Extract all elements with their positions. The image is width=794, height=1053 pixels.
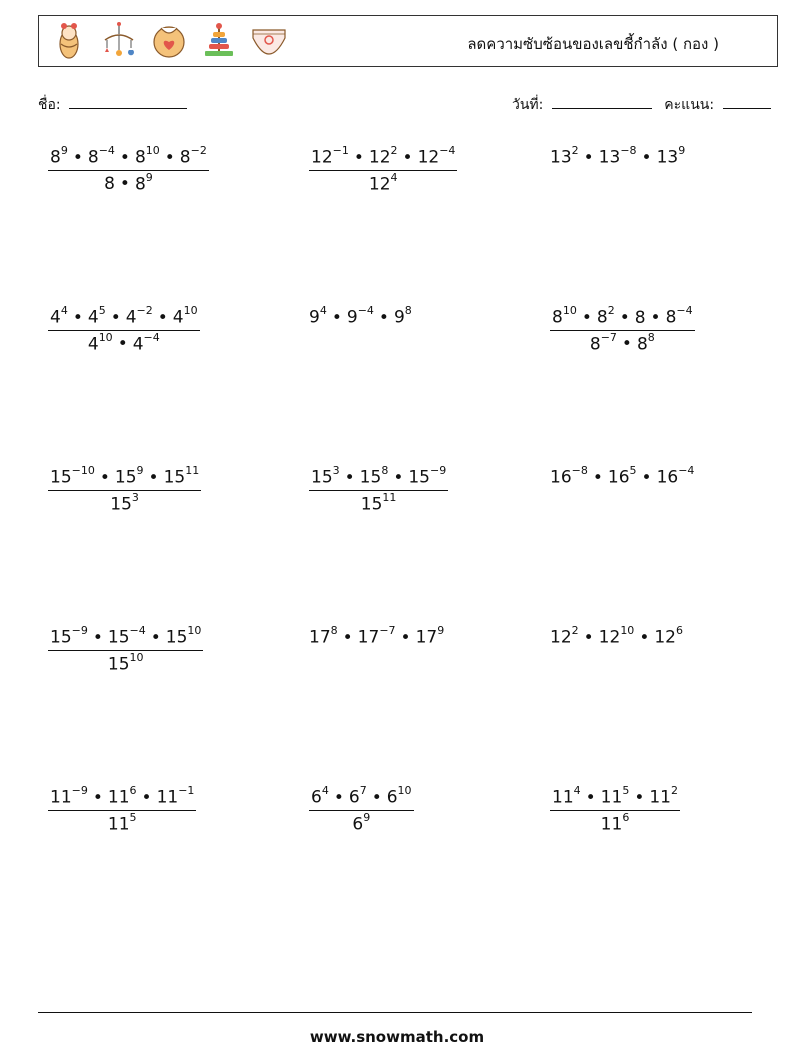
multiply-dot: •: [378, 307, 389, 328]
base: 13: [656, 147, 679, 168]
denominator: [48, 170, 209, 195]
exponent: 2: [607, 304, 615, 317]
power-term: [552, 786, 581, 808]
problem-14: [309, 786, 414, 834]
multiply-dot: •: [353, 147, 364, 168]
power-term: [134, 170, 153, 195]
numerator: [309, 786, 414, 810]
exponent: −4: [676, 304, 693, 317]
power-term: [649, 786, 678, 808]
power-term: [115, 466, 144, 488]
base: 16: [607, 467, 630, 488]
multiply-dot: •: [583, 627, 594, 648]
base: 8: [552, 307, 563, 328]
multiply-dot: •: [157, 307, 168, 328]
base: 4: [87, 334, 99, 355]
numerator: [48, 306, 200, 330]
base: 4: [125, 307, 137, 328]
base: 9: [346, 307, 358, 328]
power-term: [552, 306, 577, 328]
exponent: 4: [573, 784, 581, 797]
base: 12: [311, 147, 333, 168]
exponent: 3: [131, 490, 139, 504]
power-term: [368, 170, 398, 195]
power-term: [173, 306, 198, 328]
multiply-dot: •: [72, 307, 83, 328]
name-label: ชื่อ:: [38, 97, 61, 113]
base: 16: [656, 467, 679, 488]
problem-4: [48, 306, 200, 354]
multiply-dot: •: [371, 787, 382, 808]
base: 15: [50, 467, 72, 488]
denominator: [48, 330, 200, 355]
multiply-dot: •: [641, 467, 652, 488]
fraction: [48, 786, 196, 834]
base: 4: [172, 307, 184, 328]
problem-10: [48, 626, 203, 674]
exponent: −4: [678, 464, 695, 477]
numerator: [309, 146, 457, 170]
base: 12: [417, 147, 440, 168]
exponent: 4: [390, 170, 398, 184]
exponent: 10: [183, 304, 198, 317]
base: 11: [107, 814, 130, 835]
footer-divider: [38, 1012, 752, 1013]
base: 11: [600, 787, 623, 808]
numerator: [48, 466, 201, 490]
exponent: 2: [670, 784, 678, 797]
power-term: [418, 146, 456, 168]
multiply-dot: •: [400, 627, 411, 648]
exponent: −4: [143, 330, 160, 344]
base: 6: [352, 814, 364, 835]
multiply-dot: •: [581, 307, 592, 328]
base: 12: [368, 174, 391, 195]
multiply-dot: •: [592, 467, 603, 488]
expression: [550, 464, 695, 488]
power-term: [349, 786, 367, 808]
exponent: 8: [404, 304, 412, 317]
expression: [309, 304, 412, 328]
multiply-dot: •: [650, 307, 661, 328]
power-term: [369, 146, 398, 168]
score-blank: [723, 94, 771, 109]
numerator: [48, 626, 203, 650]
denominator: [309, 490, 448, 515]
expression: [309, 624, 445, 648]
exponent: 7: [359, 784, 367, 797]
problem-6: [550, 306, 695, 354]
problem-2: [309, 146, 457, 194]
power-term: [50, 786, 88, 808]
base: 6: [386, 787, 398, 808]
exponent: 8: [330, 624, 338, 637]
exponent: 2: [571, 624, 579, 637]
multiply-dot: •: [634, 787, 645, 808]
base: 11: [649, 787, 671, 808]
exponent: −8: [571, 464, 588, 477]
fraction: [48, 146, 209, 194]
fraction: [48, 626, 203, 674]
denominator: [550, 810, 680, 835]
exponent: −8: [620, 144, 637, 157]
problem-12: [550, 626, 683, 648]
base: 9: [393, 307, 405, 328]
exponent: 3: [332, 464, 340, 477]
exponent: 5: [129, 810, 137, 824]
base: 13: [550, 147, 572, 168]
exponent: 2: [571, 144, 579, 157]
base: 15: [107, 654, 130, 675]
power-term: [88, 306, 106, 328]
base: 15: [165, 627, 188, 648]
fraction: [48, 466, 201, 514]
problem-3: [550, 146, 685, 168]
denominator: [309, 170, 457, 195]
exponent: 10: [562, 304, 577, 317]
problem-5: [309, 306, 412, 328]
exponent: −10: [71, 464, 95, 477]
base: 9: [309, 307, 320, 328]
multiply-dot: •: [639, 627, 650, 648]
exponent: −4: [98, 144, 115, 157]
multiply-dot: •: [110, 307, 121, 328]
exponent: 4: [60, 304, 68, 317]
power-term: [416, 626, 445, 648]
base: 15: [311, 467, 333, 488]
footer-url: www.snowmath.com: [309, 1028, 485, 1046]
exponent: 4: [319, 304, 327, 317]
exponent: 10: [620, 624, 635, 637]
exponent: 8: [647, 330, 655, 344]
power-term: [550, 626, 579, 648]
fraction: [550, 306, 695, 354]
multiply-dot: •: [72, 147, 83, 168]
power-term: [309, 626, 338, 648]
base: 8: [134, 147, 146, 168]
power-term: [394, 306, 412, 328]
power-term: [657, 146, 686, 168]
problem-1: [48, 146, 209, 194]
power-term: [135, 146, 160, 168]
worksheet-title: ลดความซับซ้อนของเลขชี้กำลัง ( กอง ): [467, 35, 719, 53]
exponent: −1: [178, 784, 195, 797]
power-term: [599, 626, 635, 648]
exponent: −4: [439, 144, 456, 157]
base: 11: [156, 787, 179, 808]
exponent: 6: [622, 810, 630, 824]
base: 6: [311, 787, 322, 808]
baby-icon: [51, 20, 87, 60]
power-term: [50, 146, 68, 168]
multiply-dot: •: [119, 147, 130, 168]
exponent: 4: [321, 784, 329, 797]
power-term: [387, 786, 412, 808]
multiply-dot: •: [585, 787, 596, 808]
base: 8: [636, 334, 648, 355]
power-term: [126, 306, 153, 328]
power-term: [166, 626, 202, 648]
date-label: วันที่:: [512, 97, 544, 113]
numerator: [48, 146, 209, 170]
power-term: [311, 786, 329, 808]
multiply-dot: •: [331, 307, 342, 328]
multiply-dot: •: [402, 147, 413, 168]
power-term: [87, 330, 113, 355]
diaper-icon: [251, 20, 287, 60]
base: 17: [415, 627, 438, 648]
exponent: 9: [437, 624, 445, 637]
power-term: [88, 146, 115, 168]
power-term: [601, 786, 630, 808]
exponent: 2: [390, 144, 398, 157]
fraction: [309, 466, 448, 514]
power-term: [132, 330, 160, 355]
bib-icon: [151, 20, 187, 60]
fraction: [550, 786, 680, 834]
problem-9: [550, 466, 694, 488]
problem-15: [550, 786, 680, 834]
base: 8: [634, 307, 646, 328]
base: 11: [552, 787, 574, 808]
base: 15: [163, 467, 186, 488]
name-blank: [69, 94, 187, 109]
base: 8: [589, 334, 601, 355]
power-term: [597, 306, 615, 328]
numerator: [550, 786, 680, 810]
power-term: [50, 626, 88, 648]
power-term: [107, 650, 144, 675]
multiply-dot: •: [641, 147, 652, 168]
power-term: [50, 466, 95, 488]
base: 15: [50, 627, 72, 648]
base: 15: [110, 494, 132, 515]
power-term: [108, 626, 146, 648]
power-term: [657, 466, 695, 488]
base: 15: [107, 627, 130, 648]
name-field: [38, 94, 187, 116]
power-term: [157, 786, 195, 808]
multiply-dot: •: [99, 467, 110, 488]
base: 11: [50, 787, 72, 808]
stacking-rings-icon: [201, 20, 237, 60]
base: 12: [654, 627, 676, 648]
power-term: [104, 174, 115, 194]
exponent: 9: [363, 810, 371, 824]
base: 12: [368, 147, 391, 168]
power-term: [550, 466, 588, 488]
multiply-dot: •: [141, 787, 152, 808]
worksheet-header: [38, 15, 778, 67]
power-term: [589, 330, 617, 355]
power-term: [666, 306, 693, 328]
power-term: [110, 490, 139, 515]
base: 8: [87, 147, 99, 168]
base: 17: [309, 627, 331, 648]
power-term: [352, 810, 371, 835]
problem-11: [309, 626, 444, 648]
problem-7: [48, 466, 201, 514]
date-score-field: [512, 94, 771, 116]
exponent: 5: [98, 304, 106, 317]
denominator: [48, 490, 201, 515]
base: 8: [104, 174, 115, 195]
base: 8: [596, 307, 608, 328]
base: 12: [598, 627, 621, 648]
power-term: [550, 146, 579, 168]
multiply-dot: •: [92, 787, 103, 808]
exponent: 10: [145, 144, 160, 157]
base: 15: [408, 467, 430, 488]
exponent: −4: [129, 624, 146, 637]
exponent: −2: [190, 144, 207, 157]
power-term: [347, 306, 374, 328]
multiply-dot: •: [92, 627, 103, 648]
fraction: [48, 306, 200, 354]
exponent: −4: [357, 304, 374, 317]
multiply-dot: •: [150, 627, 161, 648]
numerator: [309, 466, 448, 490]
numerator: [550, 306, 695, 330]
exponent: −9: [429, 464, 447, 477]
exponent: 5: [629, 464, 637, 477]
base: 16: [550, 467, 572, 488]
denominator: [550, 330, 695, 355]
base: 8: [179, 147, 191, 168]
base: 8: [665, 307, 677, 328]
multiply-dot: •: [393, 467, 404, 488]
exponent: −9: [71, 624, 88, 637]
exponent: −7: [379, 624, 396, 637]
exponent: 9: [145, 170, 153, 184]
multiply-dot: •: [342, 627, 353, 648]
base: 8: [50, 147, 61, 168]
exponent: 11: [382, 490, 397, 504]
exponent: 10: [187, 624, 202, 637]
exponent: 8: [381, 464, 389, 477]
exponent: 6: [675, 624, 683, 637]
fraction: [309, 786, 414, 834]
exponent: −9: [71, 784, 88, 797]
power-term: [309, 306, 327, 328]
power-term: [600, 810, 630, 835]
multiply-dot: •: [619, 307, 630, 328]
header-icons: [51, 20, 287, 60]
exponent: 10: [397, 784, 412, 797]
problem-8: [309, 466, 448, 514]
multiply-dot: •: [119, 174, 130, 195]
base: 13: [598, 147, 621, 168]
base: 17: [357, 627, 380, 648]
power-term: [654, 626, 683, 648]
power-term: [360, 466, 389, 488]
exponent: 10: [98, 330, 113, 344]
score-label: คะแนน:: [664, 97, 715, 113]
denominator: [48, 810, 196, 835]
base: 8: [134, 174, 146, 195]
base: 4: [50, 307, 61, 328]
problem-13: [48, 786, 196, 834]
power-term: [608, 466, 637, 488]
exponent: −1: [332, 144, 349, 157]
numerator: [48, 786, 196, 810]
exponent: 9: [60, 144, 68, 157]
power-term: [311, 146, 349, 168]
power-term: [599, 146, 637, 168]
base: 11: [600, 814, 623, 835]
base: 15: [360, 494, 383, 515]
multiply-dot: •: [344, 467, 355, 488]
base: 4: [87, 307, 99, 328]
base: 4: [132, 334, 144, 355]
base: 12: [550, 627, 572, 648]
exponent: 9: [136, 464, 144, 477]
multiply-dot: •: [148, 467, 159, 488]
power-term: [164, 466, 200, 488]
base: 15: [359, 467, 382, 488]
multiply-dot: •: [164, 147, 175, 168]
multiply-dot: •: [583, 147, 594, 168]
power-term: [635, 308, 646, 328]
power-term: [50, 306, 68, 328]
denominator: [309, 810, 414, 835]
exponent: 5: [622, 784, 630, 797]
power-term: [358, 626, 396, 648]
power-term: [107, 810, 137, 835]
multiply-dot: •: [333, 787, 344, 808]
denominator: [48, 650, 203, 675]
exponent: 6: [129, 784, 137, 797]
mobile-toy-icon: [101, 20, 137, 60]
date-blank: [552, 94, 652, 109]
power-term: [636, 330, 655, 355]
power-term: [108, 786, 137, 808]
expression: [550, 144, 686, 168]
power-term: [311, 466, 340, 488]
power-term: [408, 466, 446, 488]
multiply-dot: •: [117, 334, 128, 355]
exponent: 9: [678, 144, 686, 157]
power-term: [360, 490, 397, 515]
base: 11: [107, 787, 130, 808]
exponent: −2: [136, 304, 153, 317]
exponent: 10: [129, 650, 144, 664]
fraction: [309, 146, 457, 194]
expression: [550, 624, 683, 648]
base: 15: [114, 467, 137, 488]
exponent: 11: [185, 464, 200, 477]
multiply-dot: •: [621, 334, 632, 355]
power-term: [180, 146, 207, 168]
exponent: −7: [600, 330, 617, 344]
base: 6: [348, 787, 360, 808]
